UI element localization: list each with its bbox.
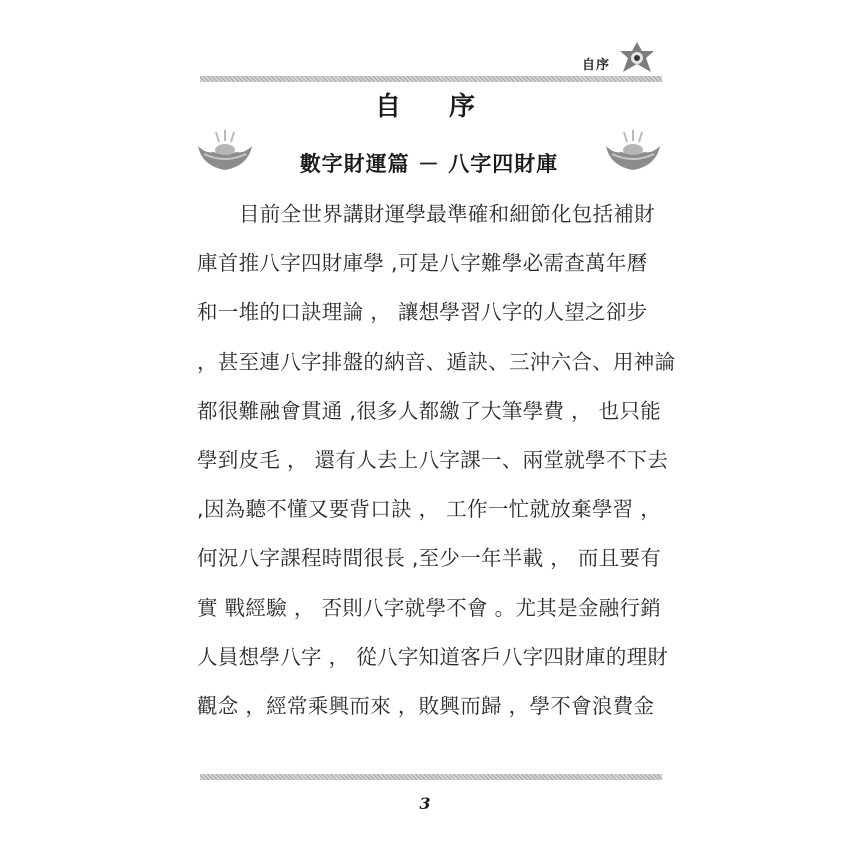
running-head: 自序 bbox=[582, 58, 611, 73]
body-line: 學到皮毛 ， 還有人去上八字課一、兩堂就學不下去 bbox=[197, 447, 669, 472]
body-line: ,因為聽不懂又要背口訣 ， 工作一忙就放棄學習 ， bbox=[197, 497, 662, 522]
body-line: 觀念 ，經常乘興而來 ，敗興而歸 ，學不會浪費金 bbox=[197, 693, 655, 718]
body-line: 實 戰經驗 ， 否則八字就學不會 。尤其是金融行銷 bbox=[197, 595, 662, 620]
body-line: 和一堆的口訣理論 ， 讓想學習八字的人望之卻步 bbox=[197, 300, 648, 325]
subtitle-row bbox=[196, 128, 662, 184]
body-line: 都很難融會貫通 ,很多人都繳了大筆學費 ， 也只能 bbox=[197, 398, 662, 423]
gold-ingot-icon bbox=[604, 128, 662, 180]
page-number: 3 bbox=[419, 794, 431, 813]
title-char-2: 序 bbox=[449, 92, 476, 122]
header-rule bbox=[200, 76, 662, 82]
body-line: 人員想學八字 ， 從八字知道客戶八字四財庫的理財 bbox=[197, 644, 669, 669]
body-text bbox=[197, 197, 676, 738]
body-line: 目前全世界講財運學最準確和細節化包括補財 bbox=[239, 202, 655, 226]
footer-rule bbox=[200, 774, 662, 780]
page-title bbox=[0, 86, 850, 123]
body-line: ，甚至連八字排盤的納音、遁訣、三沖六合、用神論 bbox=[197, 349, 676, 374]
star-emblem-icon bbox=[618, 41, 656, 75]
body-line: 何況八字課程時間很長 ,至少一年半載 ， 而且要有 bbox=[197, 546, 662, 571]
body-line: 庫首推八字四財庫學 ,可是八字難學必需查萬年曆 bbox=[197, 251, 648, 276]
title-char-1: 自 bbox=[374, 92, 401, 122]
chapter-subtitle: 數字財運篇 － 八字四財庫 bbox=[299, 151, 559, 176]
